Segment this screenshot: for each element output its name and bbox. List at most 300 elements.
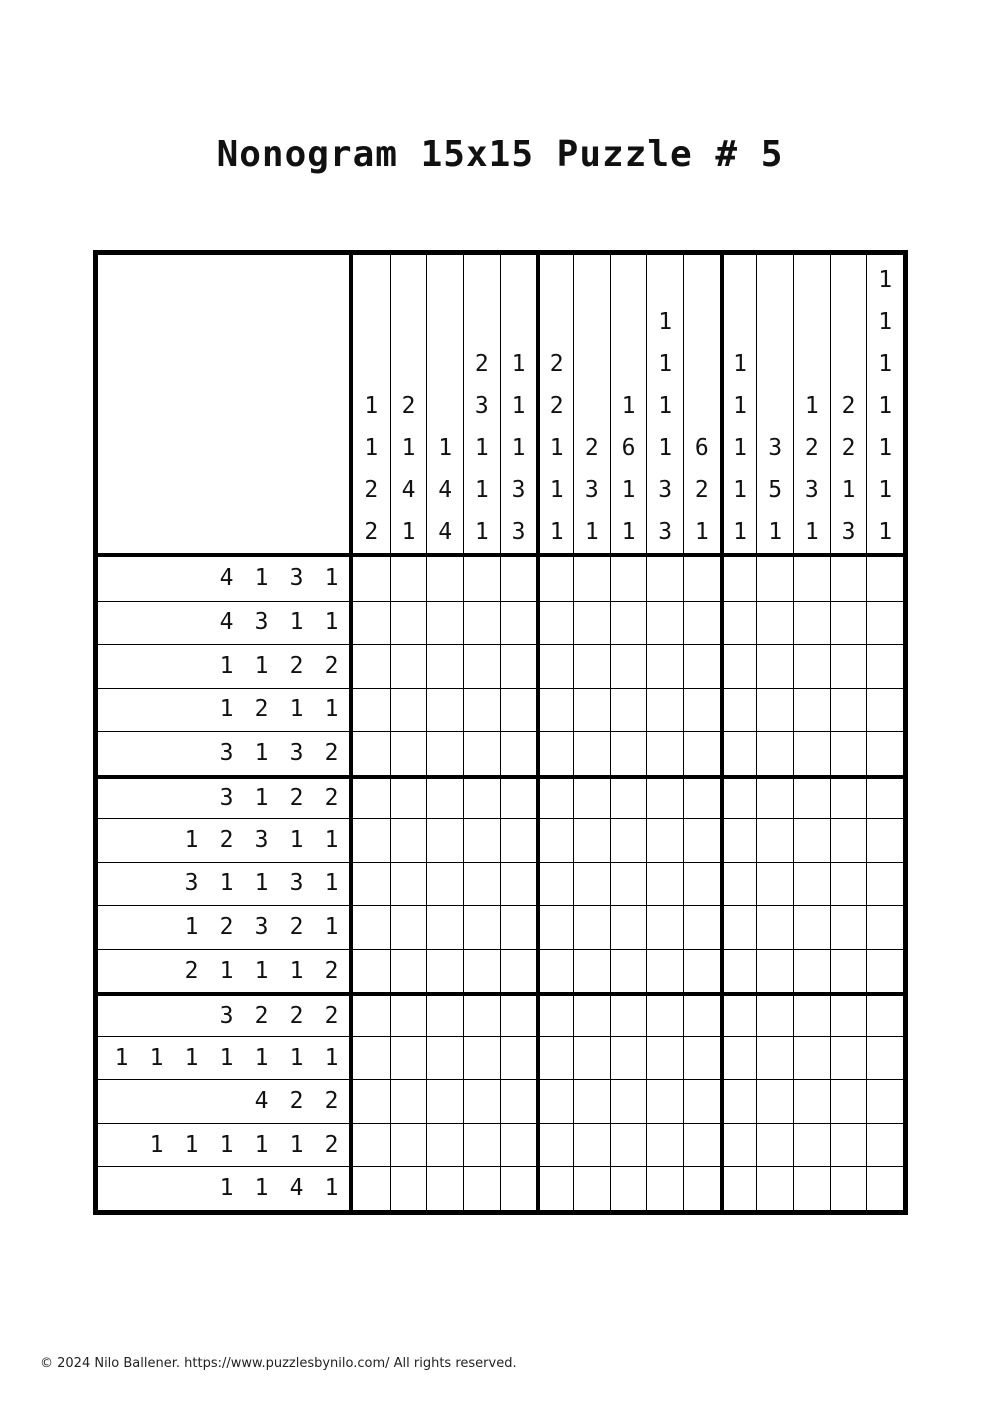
grid-cell-r6-c14[interactable]: [830, 775, 867, 819]
grid-cell-r1-c14[interactable]: [830, 557, 867, 601]
grid-cell-r5-c9[interactable]: [646, 731, 683, 775]
grid-cell-r10-c14[interactable]: [830, 949, 867, 993]
clue-number: 3: [219, 739, 234, 766]
grid-cell-r11-c8[interactable]: [610, 992, 647, 1036]
grid-cell-r14-c15[interactable]: [866, 1123, 903, 1167]
grid-cell-r10-c13[interactable]: [793, 949, 830, 993]
grid-cell-r12-c12[interactable]: [756, 1036, 793, 1080]
page-title: Nonogram 15x15 Puzzle # 5: [216, 134, 784, 175]
col-clue-13: [793, 255, 830, 553]
grid-cell-r11-c3[interactable]: [426, 992, 463, 1036]
grid-cell-r6-c2[interactable]: [390, 775, 427, 819]
grid-cell-r13-c2[interactable]: [390, 1079, 427, 1123]
col-clue-2: [390, 255, 427, 553]
grid-cell-r15-c13[interactable]: [793, 1166, 830, 1210]
row-clue-8: [98, 862, 349, 906]
grid-cell-r3-c14[interactable]: [830, 644, 867, 688]
grid-cell-r4-c3[interactable]: [426, 688, 463, 732]
grid-cell-r8-c15[interactable]: [866, 862, 903, 906]
grid-cell-r15-c2[interactable]: [390, 1166, 427, 1210]
grid-cell-r13-c14[interactable]: [830, 1079, 867, 1123]
grid-cell-r9-c8[interactable]: [610, 905, 647, 949]
grid-cell-r13-c15[interactable]: [866, 1079, 903, 1123]
clue-number: 1: [768, 518, 783, 545]
clue-number: 2: [549, 350, 564, 377]
grid-cell-r12-c6[interactable]: [536, 1036, 573, 1080]
grid-cell-r7-c5[interactable]: [500, 818, 537, 862]
grid-cell-r4-c2[interactable]: [390, 688, 427, 732]
clue-number: 1: [254, 565, 269, 592]
grid-cell-r7-c12[interactable]: [756, 818, 793, 862]
clue-number: 1: [511, 350, 526, 377]
grid-cell-r1-c12[interactable]: [756, 557, 793, 601]
row-clue-10: [98, 949, 349, 993]
clue-number: 4: [438, 518, 453, 545]
grid-cell-r11-c11[interactable]: [720, 992, 757, 1036]
clue-number: 3: [289, 870, 304, 897]
grid-cell-r3-c1[interactable]: [353, 644, 390, 688]
grid-cell-r1-c5[interactable]: [500, 557, 537, 601]
grid-cell-r13-c8[interactable]: [610, 1079, 647, 1123]
grid-cell-r10-c2[interactable]: [390, 949, 427, 993]
grid-cell-r1-c10[interactable]: [683, 557, 720, 601]
clue-number: 3: [219, 784, 234, 811]
col-clue-1: [353, 255, 390, 553]
grid-cell-r7-c1[interactable]: [353, 818, 390, 862]
grid-cell-r10-c8[interactable]: [610, 949, 647, 993]
grid-cell-r3-c10[interactable]: [683, 644, 720, 688]
grid-cell-r6-c3[interactable]: [426, 775, 463, 819]
grid-cell-r8-c2[interactable]: [390, 862, 427, 906]
grid-cell-r11-c6[interactable]: [536, 992, 573, 1036]
copyright-footer: © 2024 Nilo Ballener. https://www.puzzlesbynilo.com/ All rights reserved.: [40, 1356, 517, 1371]
grid-cell-r10-c7[interactable]: [573, 949, 610, 993]
grid-cell-r1-c6[interactable]: [536, 557, 573, 601]
grid-cell-r10-c4[interactable]: [463, 949, 500, 993]
clue-number: 1: [219, 1175, 234, 1202]
grid-cell-r4-c11[interactable]: [720, 688, 757, 732]
grid-cell-r5-c6[interactable]: [536, 731, 573, 775]
grid-cell-r6-c6[interactable]: [536, 775, 573, 819]
grid-cell-r2-c8[interactable]: [610, 601, 647, 645]
grid-cell-r2-c10[interactable]: [683, 601, 720, 645]
grid-cell-r14-c8[interactable]: [610, 1123, 647, 1167]
clue-number: 1: [219, 957, 234, 984]
clue-number: 1: [401, 434, 416, 461]
grid-cell-r3-c5[interactable]: [500, 644, 537, 688]
grid-cell-r11-c1[interactable]: [353, 992, 390, 1036]
grid-cell-r1-c11[interactable]: [720, 557, 757, 601]
grid-cell-r2-c6[interactable]: [536, 601, 573, 645]
grid-cell-r10-c11[interactable]: [720, 949, 757, 993]
grid-cell-r2-c2[interactable]: [390, 601, 427, 645]
grid-cell-r1-c8[interactable]: [610, 557, 647, 601]
grid-cell-r8-c9[interactable]: [646, 862, 683, 906]
grid-cell-r3-c3[interactable]: [426, 644, 463, 688]
grid-cell-r12-c4[interactable]: [463, 1036, 500, 1080]
clue-number: 3: [254, 609, 269, 636]
clue-number: 1: [733, 350, 747, 377]
clue-number: 1: [289, 696, 304, 723]
grid-cell-r5-c13[interactable]: [793, 731, 830, 775]
grid-cell-r7-c2[interactable]: [390, 818, 427, 862]
grid-cell-r8-c8[interactable]: [610, 862, 647, 906]
grid-cell-r5-c12[interactable]: [756, 731, 793, 775]
grid-cell-r10-c10[interactable]: [683, 949, 720, 993]
grid-cell-r5-c1[interactable]: [353, 731, 390, 775]
grid-cell-r9-c11[interactable]: [720, 905, 757, 949]
grid-cell-r12-c2[interactable]: [390, 1036, 427, 1080]
clue-number: 1: [474, 518, 489, 545]
grid-cell-r6-c8[interactable]: [610, 775, 647, 819]
grid-cell-r8-c6[interactable]: [536, 862, 573, 906]
grid-cell-r2-c4[interactable]: [463, 601, 500, 645]
grid-cell-r9-c6[interactable]: [536, 905, 573, 949]
grid-cell-r12-c15[interactable]: [866, 1036, 903, 1080]
grid-cell-r4-c7[interactable]: [573, 688, 610, 732]
grid-cell-r14-c2[interactable]: [390, 1123, 427, 1167]
clue-number: 1: [149, 1044, 164, 1071]
clue-number: 2: [401, 392, 416, 419]
grid-cell-r11-c10[interactable]: [683, 992, 720, 1036]
grid-cell-r4-c1[interactable]: [353, 688, 390, 732]
clue-number: 1: [219, 870, 234, 897]
grid-cell-r6-c15[interactable]: [866, 775, 903, 819]
clue-number: 1: [289, 1044, 304, 1071]
clue-number: 3: [289, 565, 304, 592]
grid-cell-r3-c11[interactable]: [720, 644, 757, 688]
grid-cell-r15-c5[interactable]: [500, 1166, 537, 1210]
clue-number: 1: [324, 609, 339, 636]
grid-cell-r7-c14[interactable]: [830, 818, 867, 862]
clue-number: 1: [878, 308, 893, 335]
grid-cell-r14-c9[interactable]: [646, 1123, 683, 1167]
grid-cell-r14-c4[interactable]: [463, 1123, 500, 1167]
grid-cell-r5-c8[interactable]: [610, 731, 647, 775]
grid-cell-r8-c12[interactable]: [756, 862, 793, 906]
grid-cell-r11-c15[interactable]: [866, 992, 903, 1036]
grid-cell-r13-c12[interactable]: [756, 1079, 793, 1123]
clue-number: 1: [549, 518, 564, 545]
grid-cell-r1-c2[interactable]: [390, 557, 427, 601]
grid-cell-r7-c9[interactable]: [646, 818, 683, 862]
grid-cell-r7-c8[interactable]: [610, 818, 647, 862]
grid-cell-r14-c13[interactable]: [793, 1123, 830, 1167]
grid-cell-r8-c1[interactable]: [353, 862, 390, 906]
grid-cell-r8-c10[interactable]: [683, 862, 720, 906]
clue-number: 1: [878, 476, 893, 503]
grid-cell-r11-c7[interactable]: [573, 992, 610, 1036]
clue-number: 1: [621, 518, 636, 545]
grid-cell-r8-c3[interactable]: [426, 862, 463, 906]
grid-cell-r2-c5[interactable]: [500, 601, 537, 645]
row-clue-14: [98, 1123, 349, 1167]
clue-number: 2: [219, 914, 234, 941]
grid-cell-r5-c15[interactable]: [866, 731, 903, 775]
grid-cell-r7-c3[interactable]: [426, 818, 463, 862]
grid-cell-r5-c10[interactable]: [683, 731, 720, 775]
grid-cell-r12-c13[interactable]: [793, 1036, 830, 1080]
grid-cell-r4-c10[interactable]: [683, 688, 720, 732]
grid-cell-r15-c10[interactable]: [683, 1166, 720, 1210]
grid-cell-r13-c11[interactable]: [720, 1079, 757, 1123]
grid-cell-r3-c13[interactable]: [793, 644, 830, 688]
col-clue-4: [463, 255, 500, 553]
clue-number: 2: [324, 1088, 339, 1115]
grid-cell-r15-c9[interactable]: [646, 1166, 683, 1210]
grid-cell-r4-c15[interactable]: [866, 688, 903, 732]
grid-cell-r8-c7[interactable]: [573, 862, 610, 906]
grid-cell-r12-c9[interactable]: [646, 1036, 683, 1080]
grid-cell-r5-c3[interactable]: [426, 731, 463, 775]
grid-cell-r13-c9[interactable]: [646, 1079, 683, 1123]
grid-cell-r12-c14[interactable]: [830, 1036, 867, 1080]
clue-number: 1: [364, 434, 379, 461]
clue-number: 1: [733, 476, 747, 503]
row-clue-6: [98, 775, 349, 819]
grid-cell-r9-c2[interactable]: [390, 905, 427, 949]
grid-cell-r10-c9[interactable]: [646, 949, 683, 993]
grid-cell-r4-c8[interactable]: [610, 688, 647, 732]
grid-cell-r1-c15[interactable]: [866, 557, 903, 601]
grid-cell-r5-c11[interactable]: [720, 731, 757, 775]
grid-cell-r11-c14[interactable]: [830, 992, 867, 1036]
grid-cell-r1-c13[interactable]: [793, 557, 830, 601]
clue-number: 1: [219, 696, 234, 723]
grid-cell-r14-c11[interactable]: [720, 1123, 757, 1167]
clue-number: 2: [364, 476, 379, 503]
grid-cell-r8-c5[interactable]: [500, 862, 537, 906]
grid-cell-r13-c1[interactable]: [353, 1079, 390, 1123]
clue-number: 3: [658, 518, 673, 545]
grid-cell-r13-c6[interactable]: [536, 1079, 573, 1123]
grid-cell-r2-c13[interactable]: [793, 601, 830, 645]
grid-cell-r9-c4[interactable]: [463, 905, 500, 949]
grid-cell-r5-c14[interactable]: [830, 731, 867, 775]
clue-number: 3: [511, 518, 526, 545]
grid-cell-r7-c4[interactable]: [463, 818, 500, 862]
grid-cell-r1-c3[interactable]: [426, 557, 463, 601]
grid-cell-r14-c5[interactable]: [500, 1123, 537, 1167]
grid-cell-r12-c8[interactable]: [610, 1036, 647, 1080]
grid-cell-r3-c2[interactable]: [390, 644, 427, 688]
grid-cell-r2-c11[interactable]: [720, 601, 757, 645]
grid-cell-r6-c13[interactable]: [793, 775, 830, 819]
grid-cell-r4-c9[interactable]: [646, 688, 683, 732]
grid-cell-r10-c15[interactable]: [866, 949, 903, 993]
grid-cell-r11-c13[interactable]: [793, 992, 830, 1036]
grid-cell-r9-c7[interactable]: [573, 905, 610, 949]
grid-cell-r5-c7[interactable]: [573, 731, 610, 775]
clue-number: 1: [474, 434, 489, 461]
grid-cell-r8-c11[interactable]: [720, 862, 757, 906]
grid-cell-r15-c8[interactable]: [610, 1166, 647, 1210]
grid-cell-r14-c1[interactable]: [353, 1123, 390, 1167]
grid-cell-r6-c5[interactable]: [500, 775, 537, 819]
col-clue-5: [500, 255, 537, 553]
grid-cell-r1-c9[interactable]: [646, 557, 683, 601]
grid-cell-r4-c12[interactable]: [756, 688, 793, 732]
grid-cell-r9-c14[interactable]: [830, 905, 867, 949]
grid-cell-r15-c3[interactable]: [426, 1166, 463, 1210]
grid-cell-r3-c12[interactable]: [756, 644, 793, 688]
grid-cell-r15-c4[interactable]: [463, 1166, 500, 1210]
grid-cell-r7-c15[interactable]: [866, 818, 903, 862]
grid-cell-r8-c4[interactable]: [463, 862, 500, 906]
grid-cell-r11-c2[interactable]: [390, 992, 427, 1036]
grid-cell-r11-c5[interactable]: [500, 992, 537, 1036]
grid-cell-r3-c9[interactable]: [646, 644, 683, 688]
grid-cell-r3-c15[interactable]: [866, 644, 903, 688]
grid-cell-r13-c7[interactable]: [573, 1079, 610, 1123]
grid-cell-r15-c1[interactable]: [353, 1166, 390, 1210]
grid-cell-r6-c1[interactable]: [353, 775, 390, 819]
grid-cell-r12-c11[interactable]: [720, 1036, 757, 1080]
grid-cell-r4-c13[interactable]: [793, 688, 830, 732]
grid-cell-r7-c10[interactable]: [683, 818, 720, 862]
grid-cell-r3-c4[interactable]: [463, 644, 500, 688]
clue-number: 3: [768, 434, 783, 461]
grid-cell-r4-c14[interactable]: [830, 688, 867, 732]
clue-number: 2: [324, 1002, 339, 1029]
grid-cell-r9-c1[interactable]: [353, 905, 390, 949]
grid-cell-r12-c3[interactable]: [426, 1036, 463, 1080]
grid-cell-r5-c2[interactable]: [390, 731, 427, 775]
grid-cell-r15-c14[interactable]: [830, 1166, 867, 1210]
clue-number: 1: [324, 870, 339, 897]
grid-cell-r14-c6[interactable]: [536, 1123, 573, 1167]
grid-cell-r9-c13[interactable]: [793, 905, 830, 949]
clue-number: 2: [219, 826, 234, 853]
clue-number: 1: [219, 652, 234, 679]
grid-cell-r8-c14[interactable]: [830, 862, 867, 906]
grid-cell-r1-c1[interactable]: [353, 557, 390, 601]
grid-cell-r7-c13[interactable]: [793, 818, 830, 862]
grid-cell-r10-c5[interactable]: [500, 949, 537, 993]
grid-cell-r12-c1[interactable]: [353, 1036, 390, 1080]
grid-cell-r14-c3[interactable]: [426, 1123, 463, 1167]
grid-cell-r12-c7[interactable]: [573, 1036, 610, 1080]
grid-cell-r2-c12[interactable]: [756, 601, 793, 645]
grid-cell-r7-c11[interactable]: [720, 818, 757, 862]
col-clue-8: [610, 255, 647, 553]
grid-cell-r9-c12[interactable]: [756, 905, 793, 949]
col-clue-9: [646, 255, 683, 553]
grid-cell-r7-c6[interactable]: [536, 818, 573, 862]
clue-number: 4: [438, 476, 453, 503]
clue-number: 1: [804, 392, 819, 419]
grid-cell-r15-c7[interactable]: [573, 1166, 610, 1210]
clue-number: 1: [621, 476, 636, 503]
grid-cell-r3-c7[interactable]: [573, 644, 610, 688]
grid-cell-r1-c4[interactable]: [463, 557, 500, 601]
grid-cell-r11-c12[interactable]: [756, 992, 793, 1036]
grid-cell-r5-c4[interactable]: [463, 731, 500, 775]
grid-cell-r14-c12[interactable]: [756, 1123, 793, 1167]
grid-cell-r2-c3[interactable]: [426, 601, 463, 645]
grid-cell-r14-c10[interactable]: [683, 1123, 720, 1167]
grid-cell-r15-c15[interactable]: [866, 1166, 903, 1210]
clue-number: 1: [254, 652, 269, 679]
clue-number: 2: [254, 696, 269, 723]
grid-cell-r15-c12[interactable]: [756, 1166, 793, 1210]
clue-number: 1: [658, 350, 673, 377]
grid-cell-r9-c5[interactable]: [500, 905, 537, 949]
grid-cell-r14-c14[interactable]: [830, 1123, 867, 1167]
grid-cell-r12-c5[interactable]: [500, 1036, 537, 1080]
grid-cell-r9-c3[interactable]: [426, 905, 463, 949]
grid-cell-r10-c12[interactable]: [756, 949, 793, 993]
grid-cell-r10-c1[interactable]: [353, 949, 390, 993]
grid-cell-r11-c9[interactable]: [646, 992, 683, 1036]
grid-cell-r5-c5[interactable]: [500, 731, 537, 775]
clue-number: 1: [219, 1131, 234, 1158]
clue-number: 3: [584, 476, 599, 503]
clue-number: 3: [254, 826, 269, 853]
grid-cell-r13-c3[interactable]: [426, 1079, 463, 1123]
puzzle-grid: [353, 557, 903, 1210]
grid-cell-r2-c7[interactable]: [573, 601, 610, 645]
grid-cell-r14-c7[interactable]: [573, 1123, 610, 1167]
grid-cell-r4-c4[interactable]: [463, 688, 500, 732]
grid-cell-r4-c6[interactable]: [536, 688, 573, 732]
grid-cell-r15-c6[interactable]: [536, 1166, 573, 1210]
grid-cell-r7-c7[interactable]: [573, 818, 610, 862]
grid-cell-r2-c1[interactable]: [353, 601, 390, 645]
clue-number: 2: [841, 434, 856, 461]
grid-cell-r13-c4[interactable]: [463, 1079, 500, 1123]
grid-cell-r6-c9[interactable]: [646, 775, 683, 819]
clue-number: 1: [149, 1131, 164, 1158]
row-clue-9: [98, 905, 349, 949]
grid-cell-r2-c14[interactable]: [830, 601, 867, 645]
clue-number: 4: [401, 476, 416, 503]
grid-cell-r2-c15[interactable]: [866, 601, 903, 645]
clue-number: 2: [324, 739, 339, 766]
clue-number: 1: [254, 870, 269, 897]
grid-cell-r6-c4[interactable]: [463, 775, 500, 819]
grid-cell-r3-c8[interactable]: [610, 644, 647, 688]
grid-cell-r6-c7[interactable]: [573, 775, 610, 819]
grid-cell-r9-c10[interactable]: [683, 905, 720, 949]
grid-cell-r12-c10[interactable]: [683, 1036, 720, 1080]
clue-number: 1: [324, 826, 339, 853]
grid-cell-r2-c9[interactable]: [646, 601, 683, 645]
clue-number: 1: [324, 1175, 339, 1202]
grid-cell-r6-c10[interactable]: [683, 775, 720, 819]
grid-cell-r6-c11[interactable]: [720, 775, 757, 819]
grid-cell-r6-c12[interactable]: [756, 775, 793, 819]
grid-cell-r13-c10[interactable]: [683, 1079, 720, 1123]
clue-number: 3: [511, 476, 526, 503]
grid-cell-r11-c4[interactable]: [463, 992, 500, 1036]
clue-number: 1: [289, 609, 304, 636]
grid-cell-r3-c6[interactable]: [536, 644, 573, 688]
grid-cell-r4-c5[interactable]: [500, 688, 537, 732]
clue-number: 1: [804, 518, 819, 545]
grid-cell-r10-c3[interactable]: [426, 949, 463, 993]
grid-cell-r8-c13[interactable]: [793, 862, 830, 906]
grid-cell-r10-c6[interactable]: [536, 949, 573, 993]
grid-cell-r13-c13[interactable]: [793, 1079, 830, 1123]
grid-cell-r9-c9[interactable]: [646, 905, 683, 949]
grid-cell-r1-c7[interactable]: [573, 557, 610, 601]
grid-cell-r13-c5[interactable]: [500, 1079, 537, 1123]
grid-cell-r15-c11[interactable]: [720, 1166, 757, 1210]
grid-cell-r9-c15[interactable]: [866, 905, 903, 949]
clue-number: 1: [584, 518, 599, 545]
clue-number: 1: [878, 434, 893, 461]
